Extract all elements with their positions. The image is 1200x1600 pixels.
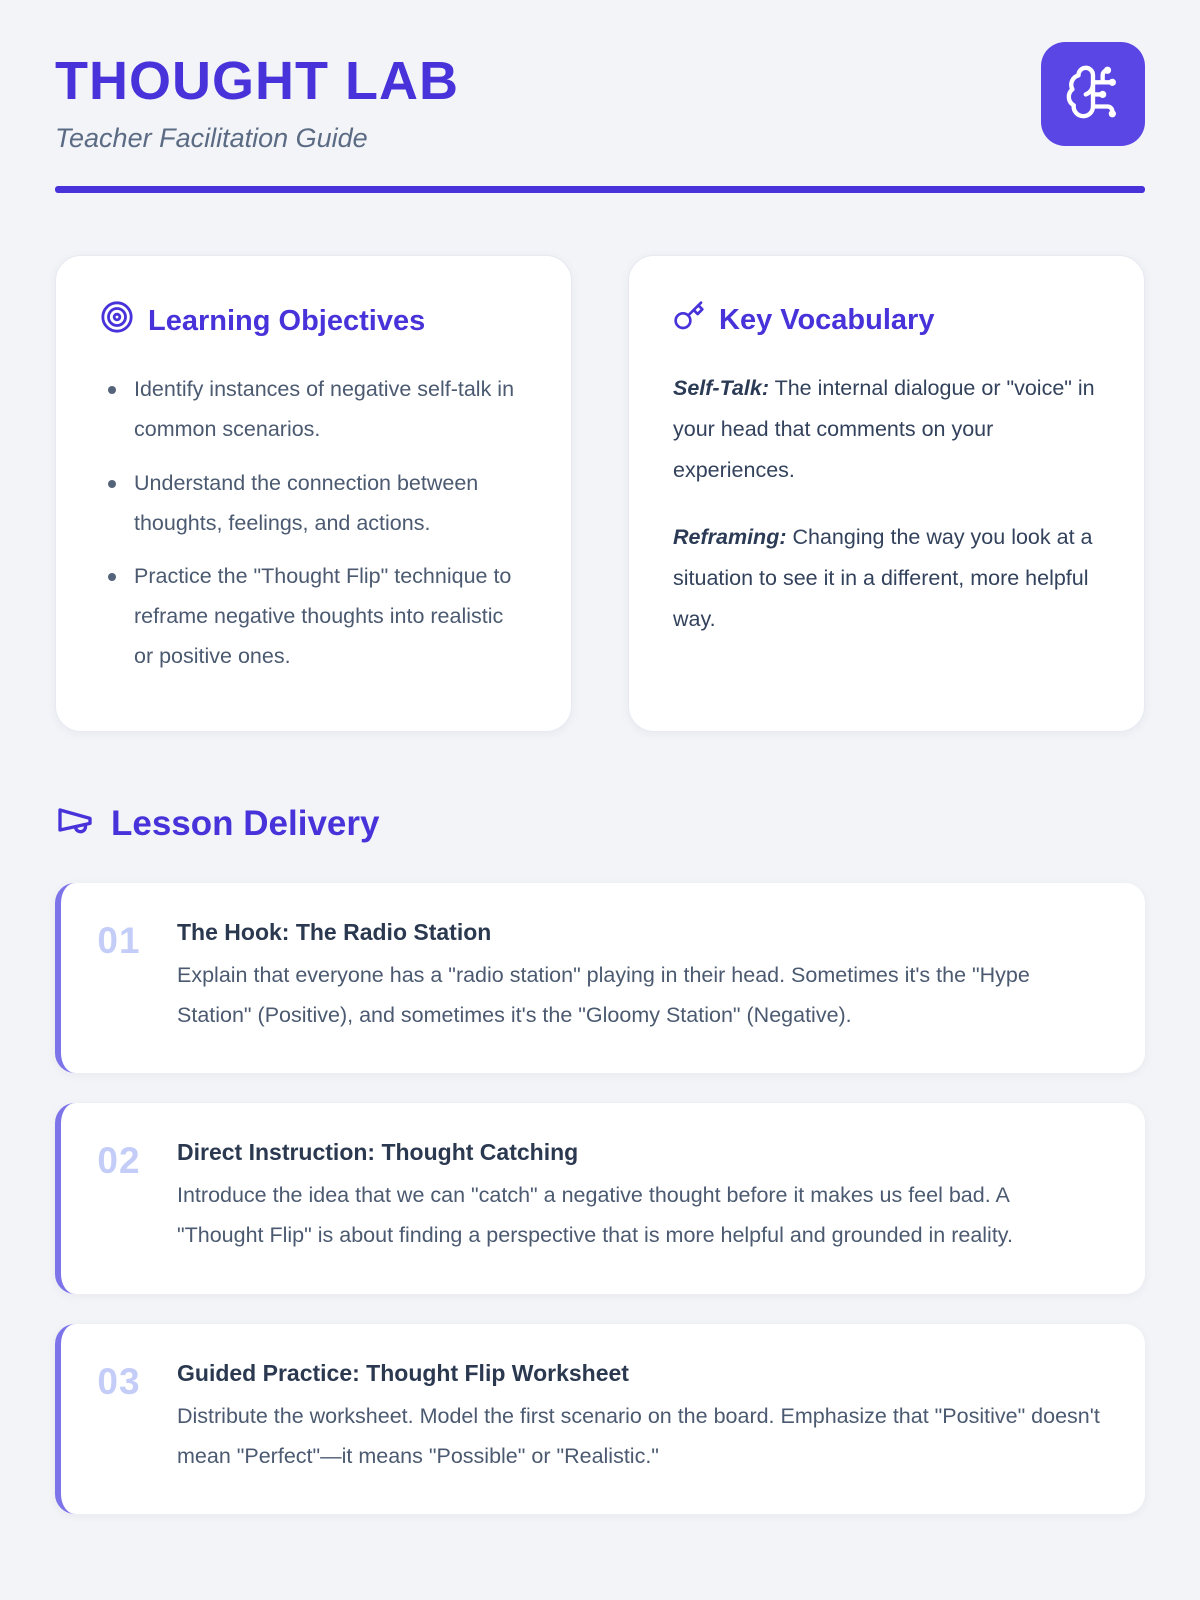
step-body bbox=[177, 919, 1101, 1036]
step-title: Direct Instruction: Thought Catching bbox=[177, 1139, 579, 1166]
key-vocabulary-heading bbox=[673, 300, 1100, 340]
step-number: 02 bbox=[97, 1140, 141, 1182]
vocab-term: Self-Talk: bbox=[673, 376, 769, 401]
header bbox=[55, 42, 1145, 154]
lesson-step-1 bbox=[55, 883, 1145, 1074]
learning-objectives-heading bbox=[100, 300, 527, 342]
step-number: 03 bbox=[97, 1360, 141, 1402]
vocab-term: Reframing: bbox=[673, 524, 787, 549]
key-icon bbox=[673, 300, 705, 340]
objective-item: Practice the "Thought Flip" technique to reframe negative thoughts into realistic or positive ones. bbox=[100, 557, 527, 676]
step-number: 01 bbox=[97, 919, 141, 961]
step-body bbox=[177, 1360, 1101, 1477]
vocab-entry bbox=[673, 517, 1100, 640]
key-vocabulary-card bbox=[628, 255, 1145, 731]
step-description: Explain that everyone has a "radio station" playing in their head. Sometimes it's the "Hype Station" (Positive), and sometimes it's the "Gloomy Station" (Negative). bbox=[177, 962, 1030, 1027]
lesson-step-2 bbox=[55, 1103, 1145, 1294]
vocab-entry bbox=[673, 368, 1100, 491]
megaphone-icon bbox=[55, 800, 95, 849]
step-title: Guided Practice: Thought Flip Worksheet bbox=[177, 1359, 629, 1386]
learning-objectives-card bbox=[55, 255, 572, 731]
vocab-definition: Changing the way you look at a situation to see it in a different, more helpful way. bbox=[673, 524, 1093, 631]
step-description: Distribute the worksheet. Model the first scenario on the board. Emphasize that "Positive" doesn't mean "Perfect"—it means "Possible" or "Realistic." bbox=[177, 1403, 1100, 1468]
lesson-delivery-title: Lesson Delivery bbox=[111, 804, 380, 844]
page-title: THOUGHT LAB bbox=[55, 51, 459, 111]
objectives-list bbox=[100, 370, 527, 676]
top-cards-row bbox=[55, 255, 1145, 731]
objective-item: Identify instances of negative self-talk in common scenarios. bbox=[100, 370, 527, 450]
target-icon bbox=[100, 300, 134, 342]
page-subtitle: Teacher Facilitation Guide bbox=[55, 123, 368, 154]
brain-circuit-icon bbox=[1064, 63, 1122, 126]
step-title: The Hook: The Radio Station bbox=[177, 918, 492, 945]
key-vocabulary-title: Key Vocabulary bbox=[719, 303, 935, 336]
brand-tile bbox=[1041, 42, 1145, 146]
lesson-step-3 bbox=[55, 1324, 1145, 1515]
objective-item: Understand the connection between thoughts, feelings, and actions. bbox=[100, 464, 527, 544]
header-text bbox=[55, 42, 459, 154]
step-description: Introduce the idea that we can "catch" a negative thought before it makes us feel bad. A "Thought Flip" is about finding a perspective that is more helpful and grounded in reality. bbox=[177, 1183, 1013, 1248]
step-body bbox=[177, 1139, 1101, 1256]
header-divider bbox=[55, 186, 1145, 193]
vocab-definition: The internal dialogue or "voice" in your head that comments on your experiences. bbox=[673, 376, 1095, 483]
learning-objectives-title: Learning Objectives bbox=[148, 304, 426, 337]
lesson-delivery-heading bbox=[55, 800, 1145, 849]
